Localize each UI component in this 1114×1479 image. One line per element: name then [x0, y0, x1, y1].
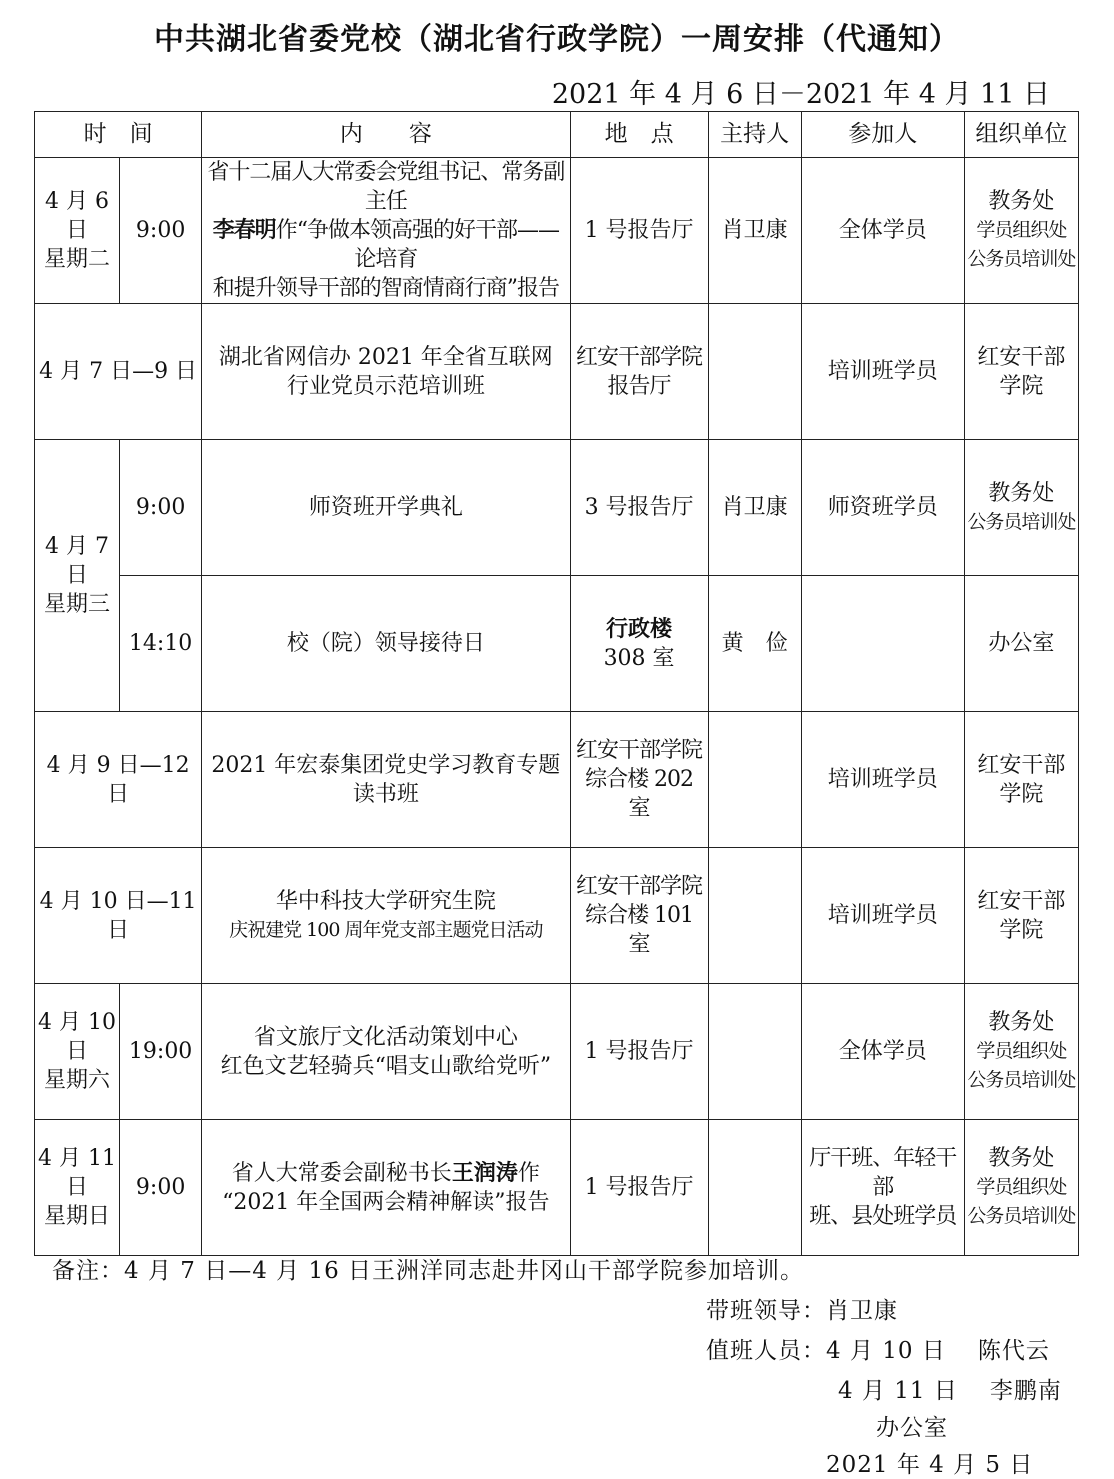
date-range: 2021 年 4 月 6 日－2021 年 4 月 11 日 — [551, 79, 1050, 110]
organizer-line: 红安干部 — [977, 752, 1066, 778]
duty-date: 4 月 11 日 — [838, 1378, 958, 1404]
table-row — [35, 576, 1079, 712]
duty-line-2 — [838, 1372, 1062, 1405]
participants-line: 班、县处班学员 — [809, 1204, 957, 1229]
duty-name: 陈代云 — [977, 1338, 1050, 1364]
participants-cell: 培训班学员 — [801, 304, 964, 440]
leader-name: 肖卫康 — [826, 1298, 898, 1324]
content-cell — [202, 158, 570, 304]
time-cell: 9:00 — [120, 1120, 202, 1256]
organizer-line: 学院 — [999, 781, 1044, 807]
weekday-text: 星期二 — [44, 247, 111, 272]
participants-cell — [801, 1120, 964, 1256]
participants-cell — [801, 576, 964, 712]
date-text: 4 月 7 日 — [45, 534, 110, 588]
duty-name: 李鹏南 — [989, 1378, 1062, 1404]
header-host: 主持人 — [708, 112, 801, 158]
content-line: 和提升领导干部的智商情商行商”报告 — [212, 276, 559, 301]
date-text: 4 月 11 日 — [38, 1146, 117, 1200]
host-cell — [708, 984, 801, 1120]
content-line: 湖北省网信办 2021 年全省互联网 — [218, 344, 553, 370]
content-line: 华中科技大学研究生院 — [275, 888, 496, 914]
organizer-cell — [964, 984, 1078, 1120]
speaker-name: 王润涛 — [451, 1159, 518, 1186]
date-cell — [35, 984, 120, 1120]
participants-cell: 师资班学员 — [801, 440, 964, 576]
organizer-line: 红安干部 — [977, 344, 1066, 370]
place-line: 红安干部学院 — [576, 344, 703, 370]
place-cell: 1 号报告厅 — [570, 158, 708, 304]
organizer-line: 教务处 — [988, 189, 1055, 214]
content-line — [204, 216, 567, 274]
content-line: 省十二届人大常委会党组书记、常务副主任 — [207, 160, 565, 214]
document-title: 中共湖北省委党校（湖北省行政学院）一周安排（代通知） — [154, 22, 960, 57]
host-cell — [708, 1120, 801, 1256]
content-line: 读书班 — [352, 781, 419, 807]
table-row — [35, 440, 1079, 576]
content-line: 庆祝建党 100 周年党支部主题党日活动 — [229, 918, 543, 941]
organizer-line: 教务处 — [988, 480, 1055, 506]
issue-date: 2021 年 4 月 5 日 — [826, 1452, 1034, 1478]
organizer-line: 学员组织处 — [976, 219, 1067, 241]
weekday-text: 星期日 — [44, 1204, 111, 1229]
organizer-cell — [964, 158, 1078, 304]
organizer-line: 教务处 — [988, 1146, 1055, 1171]
place-cell — [570, 304, 708, 440]
table-row — [35, 984, 1079, 1120]
participants-line: 厅干班、年轻干部 — [809, 1146, 957, 1200]
participants-cell: 全体学员 — [801, 984, 964, 1120]
place-line: 综合楼 101 室 — [585, 903, 694, 957]
header-organizer: 组织单位 — [964, 112, 1078, 158]
organizer-cell — [964, 712, 1078, 848]
host-cell — [708, 848, 801, 984]
time-cell: 9:00 — [120, 158, 202, 304]
organizer-line: 公务员培训处 — [967, 1069, 1076, 1091]
content-line: 红色文艺轻骑兵“唱支山歌给党听” — [220, 1053, 552, 1079]
content-cell: 校（院）领导接待日 — [202, 576, 570, 712]
organizer-line: 公务员培训处 — [967, 248, 1076, 270]
organizer-cell — [964, 848, 1078, 984]
table-row — [35, 304, 1079, 440]
host-cell — [708, 712, 801, 848]
organizer-line: 学院 — [999, 373, 1044, 399]
date-cell: 4 月 10 日—11 日 — [35, 848, 202, 984]
content-cell — [202, 984, 570, 1120]
duty-date: 4 月 10 日 — [826, 1338, 946, 1364]
content-cell — [202, 848, 570, 984]
place-line: 报告厅 — [607, 373, 671, 399]
schedule-table — [34, 111, 1079, 1256]
organizer-line: 公务员培训处 — [967, 510, 1076, 533]
organizer-line: 红安干部 — [977, 888, 1066, 914]
host-cell: 肖卫康 — [708, 440, 801, 576]
place-line: 综合楼 202 室 — [585, 767, 694, 821]
table-row — [35, 712, 1079, 848]
date-text: 4 月 10 日 — [38, 1010, 117, 1064]
content-cell — [202, 1120, 570, 1256]
speaker-name: 李春明 — [212, 217, 276, 243]
place-line: 红安干部学院 — [576, 874, 703, 899]
place-cell — [570, 848, 708, 984]
place-cell — [570, 576, 708, 712]
content-text: 省人大常委会副秘书长 — [231, 1160, 452, 1186]
content-line: 行业党员示范培训班 — [286, 373, 485, 399]
host-cell: 黄 俭 — [708, 576, 801, 712]
organizer-line: 学员组织处 — [976, 1040, 1067, 1062]
notes-text: 备注：4 月 7 日—4 月 16 日王洲洋同志赴井冈山干部学院参加培训。 — [52, 1258, 805, 1284]
date-text: 4 月 6 日 — [45, 189, 110, 243]
content-line — [204, 1159, 567, 1188]
content-cell: 师资班开学典礼 — [202, 440, 570, 576]
date-cell: 4 月 7 日—9 日 — [35, 304, 202, 440]
date-cell — [35, 158, 120, 304]
host-cell — [708, 304, 801, 440]
content-line: “2021 年全国两会精神解读”报告 — [222, 1189, 550, 1215]
header-place: 地 点 — [570, 112, 708, 158]
leader-label: 带班领导： — [706, 1298, 826, 1324]
organizer-cell — [964, 440, 1078, 576]
organizer-line: 学员组织处 — [976, 1176, 1067, 1198]
table-row — [35, 1120, 1079, 1256]
organizer-line: 学院 — [999, 917, 1044, 943]
table-row — [35, 158, 1079, 304]
place-cell: 1 号报告厅 — [570, 1120, 708, 1256]
organizer-cell: 办公室 — [964, 576, 1078, 712]
place-line: 行政楼 — [606, 615, 673, 642]
date-cell: 4 月 9 日—12 日 — [35, 712, 202, 848]
header-time: 时 间 — [35, 112, 202, 158]
weekday-text: 星期六 — [44, 1068, 111, 1093]
place-cell — [570, 712, 708, 848]
header-participants: 参加人 — [801, 112, 964, 158]
time-cell: 14:10 — [120, 576, 202, 712]
place-line: 308 室 — [603, 645, 675, 671]
place-cell: 1 号报告厅 — [570, 984, 708, 1120]
content-text: 作“争做本领高强的好干部——论培育 — [275, 218, 559, 272]
organizer-cell — [964, 304, 1078, 440]
header-content: 内 容 — [202, 112, 570, 158]
place-cell: 3 号报告厅 — [570, 440, 708, 576]
table-row — [35, 848, 1079, 984]
participants-cell: 培训班学员 — [801, 712, 964, 848]
content-cell — [202, 304, 570, 440]
content-line: 2021 年宏泰集团党史学习教育专题 — [211, 752, 561, 778]
organizer-cell — [964, 1120, 1078, 1256]
host-cell: 肖卫康 — [708, 158, 801, 304]
weekday-text: 星期三 — [44, 592, 111, 617]
duty-label: 值班人员： — [706, 1338, 826, 1364]
time-cell: 19:00 — [120, 984, 202, 1120]
date-cell — [35, 440, 120, 712]
date-cell — [35, 1120, 120, 1256]
participants-cell: 培训班学员 — [801, 848, 964, 984]
organizer-line: 教务处 — [988, 1010, 1055, 1035]
header-row — [35, 112, 1079, 158]
time-cell: 9:00 — [120, 440, 202, 576]
participants-cell: 全体学员 — [801, 158, 964, 304]
leader-line — [706, 1292, 898, 1325]
place-line: 红安干部学院 — [576, 738, 703, 763]
duty-line-1 — [706, 1332, 1050, 1365]
content-text: 作 — [517, 1160, 540, 1186]
organizer-line: 公务员培训处 — [967, 1205, 1076, 1227]
content-cell — [202, 712, 570, 848]
office-text: 办公室 — [876, 1415, 948, 1441]
content-line: 省文旅厅文化活动策划中心 — [253, 1024, 518, 1050]
